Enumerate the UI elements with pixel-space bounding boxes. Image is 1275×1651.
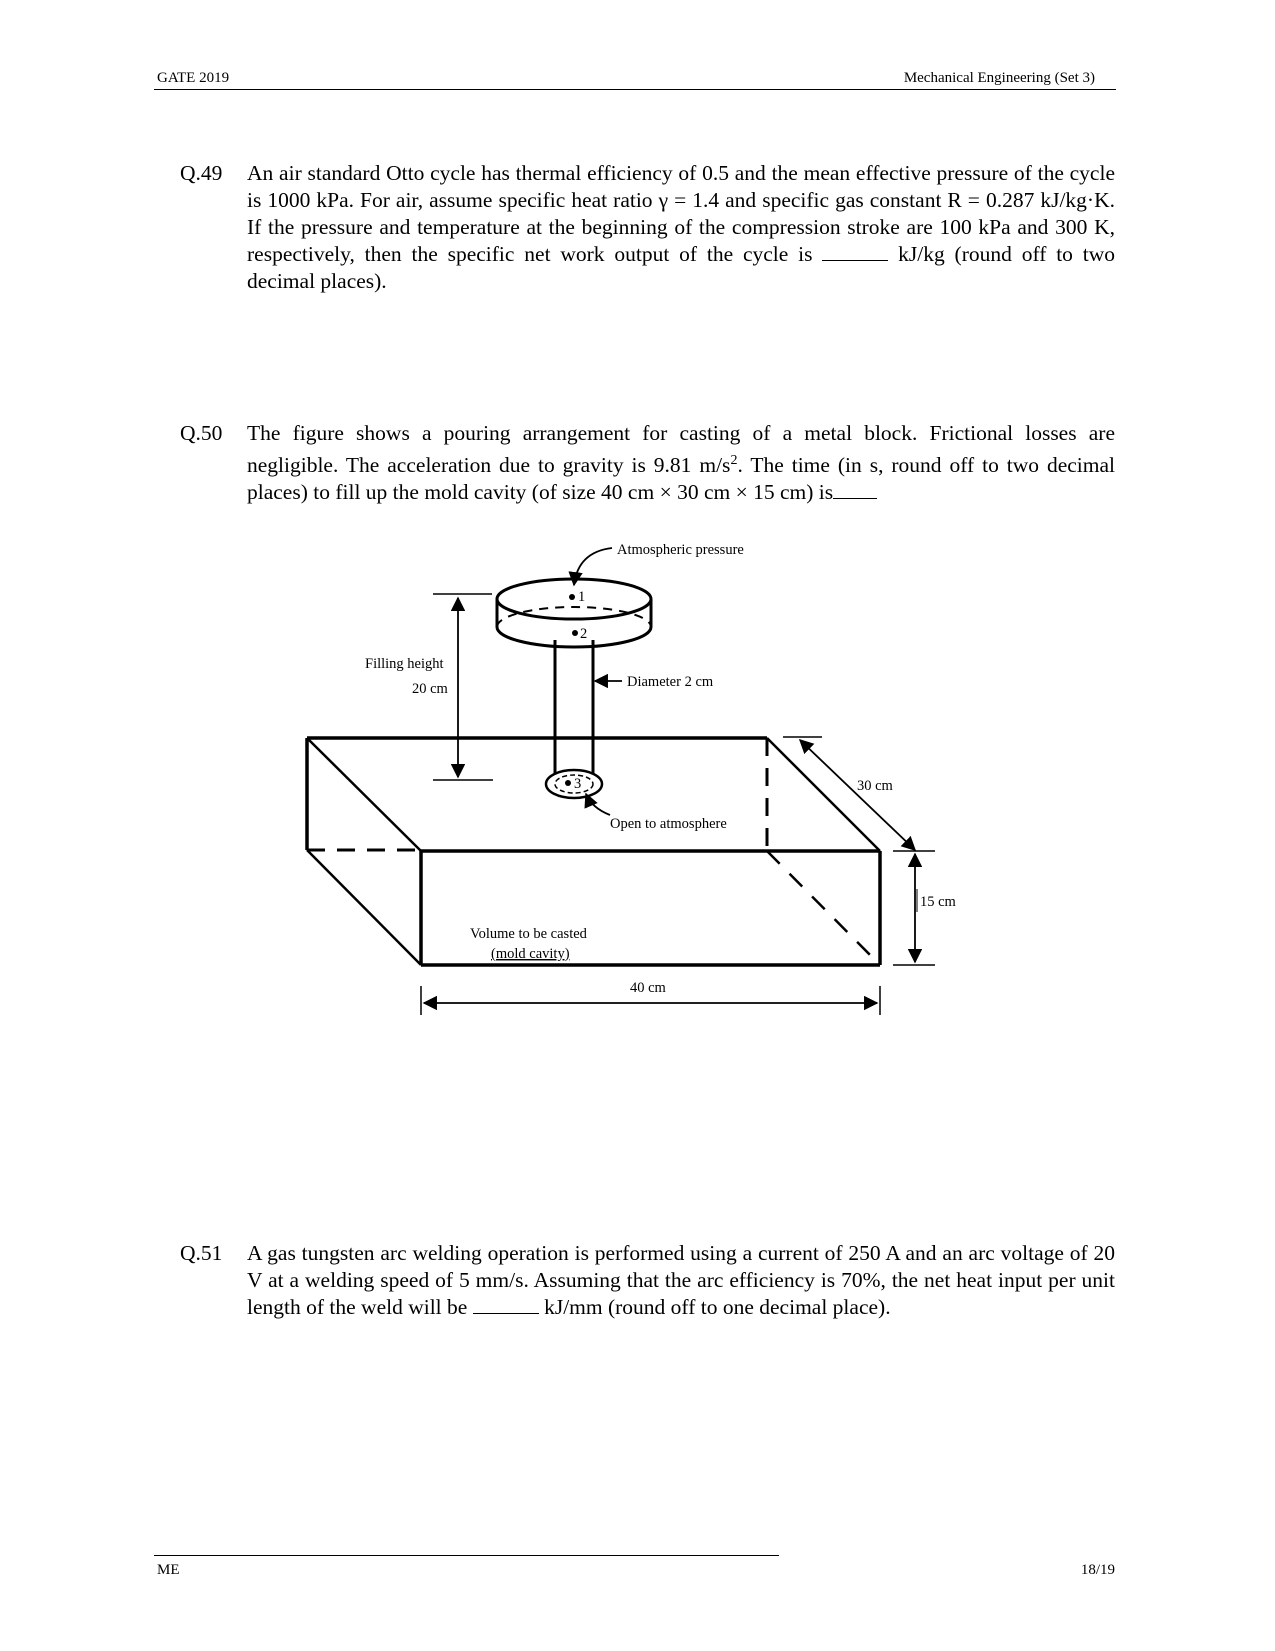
question-text-part: A gas tungsten arc welding operation is performed using a current of 250 A and an arc voltage of 20 V at a welding speed of 5 mm/s. Assuming that the arc efficiency is 70%, the net heat input per unit length of the weld will be: [247, 1241, 1115, 1319]
footer-rule: [154, 1555, 779, 1556]
point-3-dot: [565, 780, 571, 786]
question-text-part: An air standard Otto cycle has thermal efficiency of 0.5 and the mean effective pressure of the cycle is 1000 kPa. For air, assume specific heat ratio γ = 1.4 and specific gas constant R = 0.287 kJ/kg·K. If the pressure and temperature at the beginning of the compression stroke are 100 kPa and 300 K, respectively, then the specific net work output of the cycle is: [247, 161, 1115, 266]
superscript: 2: [730, 453, 738, 468]
question-51: [180, 1240, 1115, 1321]
depth-label: 30 cm: [857, 778, 893, 794]
open-to-atmosphere-label: Open to atmosphere: [610, 816, 727, 832]
atmospheric-pressure-label: Atmospheric pressure: [617, 542, 744, 558]
point-2-dot: [572, 630, 578, 636]
mold-cavity-label: (mold cavity): [491, 946, 570, 962]
question-text-part: kJ/kg (round off to two decimal places).: [247, 242, 1115, 293]
question-number: Q.50: [180, 421, 223, 445]
point-3-label: 3: [574, 776, 582, 792]
question-text-part: kJ/mm (round off to one decimal place).: [538, 1295, 891, 1319]
diameter-label: Diameter 2 cm: [627, 674, 714, 690]
question-text-part: The figure shows a pouring arrangement for casting of a metal block. Frictional losses are negligible. The acceleration due to gravity is 9.81 m/s: [247, 421, 1115, 478]
pouring-basin: [497, 579, 651, 647]
point-2-label: 2: [580, 626, 588, 642]
answer-blank[interactable]: [473, 1295, 539, 1314]
page-number: 18/19: [1080, 1562, 1115, 1578]
paper-name: Mechanical Engineering (Set 3): [903, 70, 1095, 86]
sprue: [546, 640, 602, 798]
question-number: Q.49: [180, 161, 223, 185]
volume-label: Volume to be casted: [470, 926, 587, 942]
filling-height-value: 20 cm: [412, 681, 448, 697]
subject-code: ME: [157, 1562, 180, 1578]
point-1-dot: [569, 594, 575, 600]
height-label: 15 cm: [920, 894, 956, 910]
filling-height-label: Filling height: [365, 656, 444, 672]
width-label: 40 cm: [630, 980, 666, 996]
question-text: [247, 1240, 1115, 1321]
question-number: Q.51: [180, 1241, 223, 1265]
question-text-part: . The time (in s, round off to two decimal places) to fill up the mold cavity (of size 40 cm × 30 cm × 15 cm) is: [247, 453, 1115, 505]
exam-name: GATE 2019: [157, 70, 230, 86]
point-1-label: 1: [578, 589, 586, 605]
